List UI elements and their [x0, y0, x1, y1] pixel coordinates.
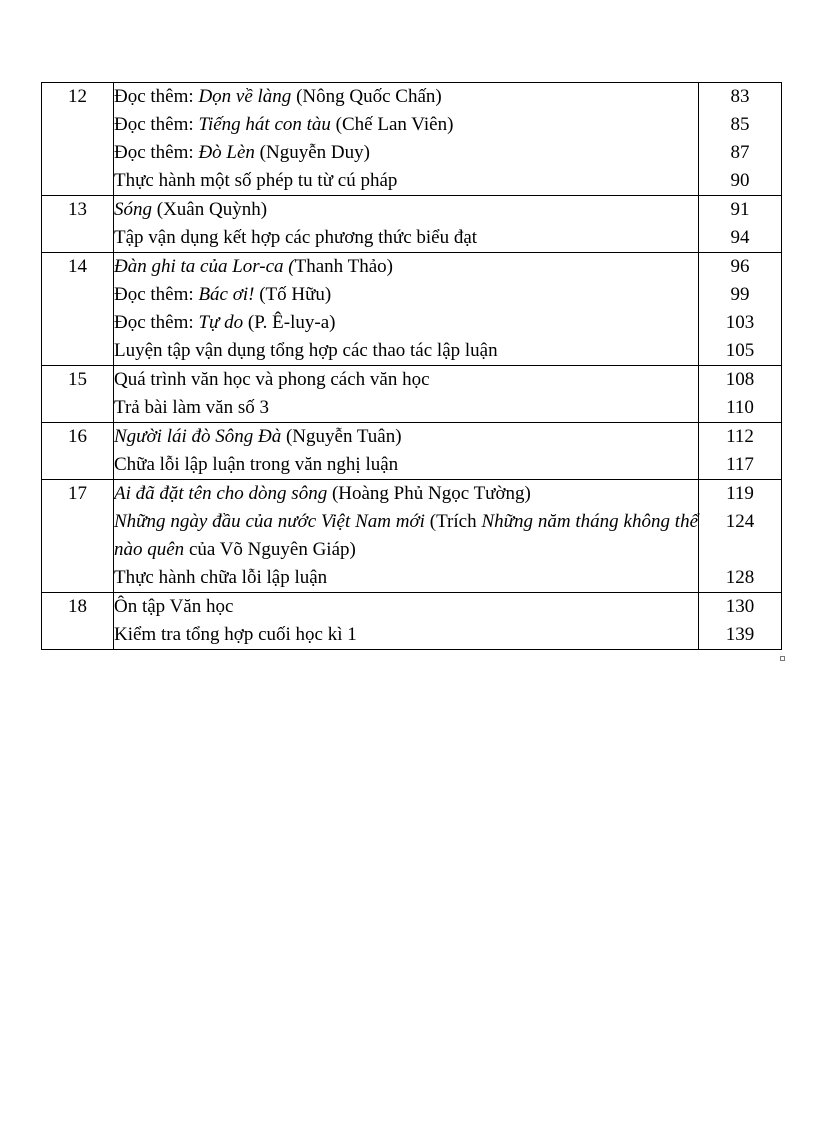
- lesson-title: [114, 281, 698, 309]
- lesson-title-italic-part: Người lái đò Sông Đà: [114, 426, 282, 447]
- lesson-title: [114, 423, 698, 451]
- lesson-title-italic-part: Bác ơi!: [198, 284, 255, 305]
- lesson-titles: [114, 423, 699, 480]
- lesson-title-italic-part: Đàn ghi ta của Lor-ca (: [114, 256, 295, 277]
- lesson-titles: [114, 593, 699, 650]
- week-number: 13: [42, 196, 114, 253]
- lesson-title: [114, 309, 698, 337]
- lesson-title: [114, 451, 698, 479]
- page-number: 117: [726, 454, 754, 475]
- lesson-title-part: Chữa lỗi lập luận trong văn nghị luận: [114, 454, 399, 475]
- lesson-title-part: Thực hành một số phép tu từ cú pháp: [114, 170, 398, 191]
- lesson-title-part: Thực hành chữa lỗi lập luận: [114, 567, 328, 588]
- page-numbers: [699, 253, 782, 366]
- lesson-title-part: (Nguyễn Duy): [254, 142, 370, 163]
- contents-table: [41, 82, 782, 650]
- lesson-title: [114, 139, 698, 167]
- lesson-title: [114, 593, 698, 621]
- page-number: 124: [725, 511, 755, 532]
- week-number: 18: [42, 593, 114, 650]
- lesson-title-italic-part: Dọn về làng: [198, 86, 292, 107]
- lesson-titles: [114, 253, 699, 366]
- lesson-title-italic-part: Đò Lèn: [198, 142, 255, 163]
- lesson-title-part: (Tố Hữu): [254, 284, 332, 305]
- lesson-title: [114, 224, 698, 252]
- table-row: [42, 366, 782, 423]
- page-number: 110: [726, 397, 754, 418]
- lesson-title-part: (P. Ê-luy-a): [243, 312, 336, 333]
- page-numbers: [699, 593, 782, 650]
- week-number: 17: [42, 480, 114, 593]
- page-number: 87: [730, 142, 750, 163]
- lesson-title-part: Đọc thêm:: [114, 142, 199, 163]
- page-number: 130: [725, 596, 755, 617]
- week-number: 12: [42, 83, 114, 196]
- lesson-titles: [114, 83, 699, 196]
- lesson-title: [114, 394, 698, 422]
- lesson-title-part: Đọc thêm:: [114, 114, 199, 135]
- lesson-titles: [114, 366, 699, 423]
- lesson-title: [114, 480, 698, 508]
- lesson-titles: [114, 480, 699, 593]
- lesson-title-part: (Hoàng Phủ Ngọc Tường): [327, 483, 531, 504]
- lesson-title: [114, 366, 698, 394]
- lesson-title-part: Quá trình văn học và phong cách văn học: [114, 369, 430, 390]
- lesson-title-part: Kiểm tra tổng hợp cuối học kì 1: [114, 624, 357, 645]
- table-row: [42, 196, 782, 253]
- page-numbers: [699, 83, 782, 196]
- lesson-title: [114, 253, 698, 281]
- page-number: 85: [730, 114, 750, 135]
- lesson-title-part: Ôn tập Văn học: [114, 596, 234, 617]
- page-numbers: [699, 366, 782, 423]
- lesson-title-italic-part: Sóng: [114, 199, 152, 220]
- week-number: 16: [42, 423, 114, 480]
- page-number: 128: [725, 567, 755, 588]
- lesson-title: [114, 167, 698, 195]
- table-row: [42, 253, 782, 366]
- lesson-title-italic-part: Tự do: [198, 312, 244, 333]
- page-number: 91: [730, 199, 750, 220]
- table-row: [42, 593, 782, 650]
- lesson-title: [114, 621, 698, 649]
- lesson-title: [114, 196, 698, 224]
- page-number: 103: [725, 312, 755, 333]
- lesson-title: [114, 508, 698, 564]
- page-number: 90: [730, 170, 750, 191]
- lesson-title-part: Trả bài làm văn số 3: [114, 397, 269, 418]
- lesson-title: [114, 337, 698, 365]
- lesson-title-part: (Nguyễn Tuân): [281, 426, 402, 447]
- page-number: 94: [730, 227, 750, 248]
- lesson-title-part: Đọc thêm:: [114, 86, 199, 107]
- lesson-title-part: Đọc thêm:: [114, 284, 199, 305]
- lesson-title: [114, 111, 698, 139]
- lesson-title-italic-part: Tiếng hát con tàu: [198, 114, 331, 135]
- lesson-title-part: Đọc thêm:: [114, 312, 199, 333]
- lesson-title: [114, 83, 698, 111]
- table-resize-handle[interactable]: [780, 656, 785, 661]
- page-numbers: [699, 423, 782, 480]
- lesson-title-part: Luyện tập vận dụng tổng hợp các thao tác lập luận: [114, 340, 498, 361]
- lesson-title-part: của Võ Nguyên Giáp): [184, 539, 356, 560]
- lesson-title-part: (Trích: [424, 511, 482, 532]
- page-number: 99: [730, 284, 750, 305]
- lesson-title-part: (Xuân Quỳnh): [152, 199, 268, 220]
- table-row: [42, 423, 782, 480]
- lesson-titles: [114, 196, 699, 253]
- page-number: 96: [730, 256, 750, 277]
- contents-table-body: [42, 83, 782, 650]
- page-numbers: [699, 480, 782, 593]
- page-number: 105: [725, 340, 755, 361]
- table-row: [42, 480, 782, 593]
- week-number: 15: [42, 366, 114, 423]
- page-number: 83: [730, 86, 750, 107]
- lesson-title-italic-part: Những năm tháng không thể nào quên: [114, 511, 698, 560]
- page-number: 119: [726, 483, 754, 504]
- lesson-title-italic-part: Ai đã đặt tên cho dòng sông: [114, 483, 328, 504]
- week-number: 14: [42, 253, 114, 366]
- page-number: 139: [725, 624, 755, 645]
- lesson-title-part: Tập vận dụng kết hợp các phương thức biểu đạt: [114, 227, 478, 248]
- lesson-title-part: (Chế Lan Viên): [330, 114, 454, 135]
- page-number: 108: [725, 369, 755, 390]
- lesson-title-part: (Nông Quốc Chấn): [291, 86, 442, 107]
- lesson-title: [114, 564, 698, 592]
- page-number: 112: [726, 426, 754, 447]
- lesson-title-part: Thanh Thảo): [294, 256, 393, 277]
- page-numbers: [699, 196, 782, 253]
- page-number-spacer: [699, 536, 781, 564]
- lesson-title-italic-part: Những ngày đầu của nước Việt Nam mới: [114, 511, 425, 532]
- table-row: [42, 83, 782, 196]
